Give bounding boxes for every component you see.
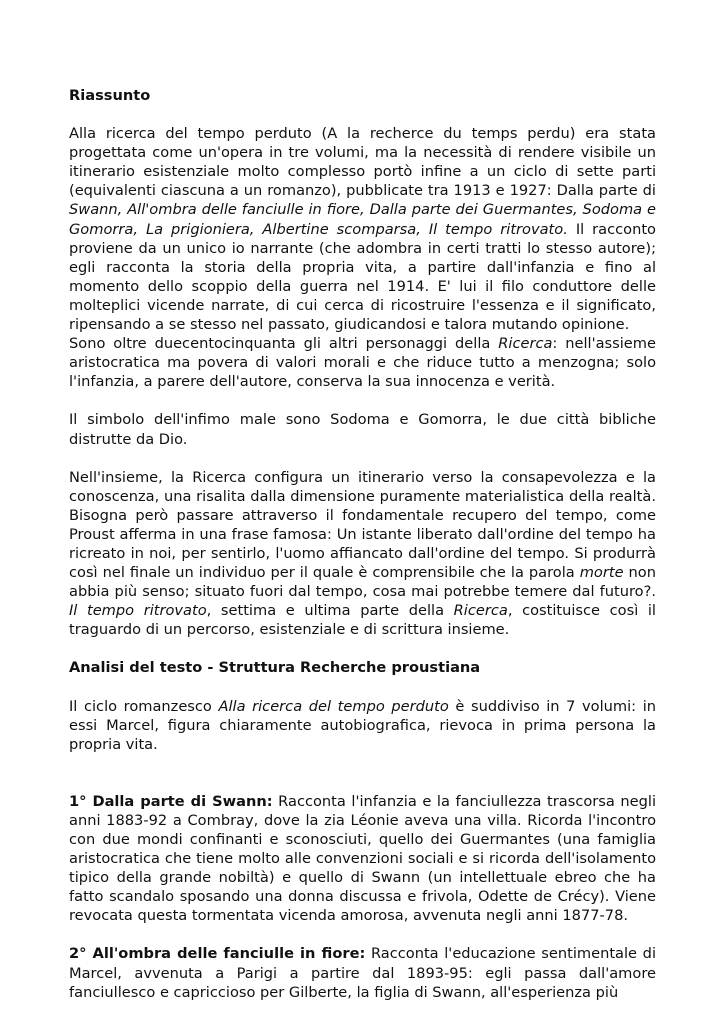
heading-riassunto: Riassunto: [69, 87, 151, 104]
paragraph-characters-text-2: : nell'assieme aristocratica ma povera di valori morali e che riduce tutto a menzogna; solo l'infanzia, a parere dell'autore, conserva la sua innocenza e verità.: [69, 335, 656, 391]
paragraph-ricerca-text-3: , settima e ultima parte della: [206, 602, 454, 620]
paragraph-ricerca-insieme: [69, 468, 656, 640]
paragraph-ricerca-text-4: , costituisce così il traguardo di un percorso, esistenziale e di scrittura insieme.: [69, 602, 656, 639]
paragraph-intro: [69, 124, 656, 334]
document-page: [69, 86, 656, 1002]
paragraph-ricerca-morte: morte: [579, 564, 624, 582]
paragraph-intro-text-2: Il racconto proviene da un unico io narrante (che adombra in certi tratti lo stesso autore); egli racconta la storia della propria vita, a partire dall'infanzia e fino al momento dello scoppio della guerra nel 1914. E' lui il filo conduttore delle molteplici vicende narrate, di cui cerca di ricostruire l'essenza e il significato, ripensando a se stesso nel passato, giudicandosi e talora mutando opinione.: [69, 220, 656, 334]
paragraph-ricerca-text-1: Nell'insieme, la Ricerca configura un itinerario verso la consapevolezza e la conoscenza, una risalita dalla dimensione puramente materialistica della realtà. Bisogna però passare attraverso il fondamentale recupero del tempo, come Proust afferma in una frase famosa: Un istante liberato dall'ordine del tempo ha ricreato in noi, per sentirlo, l'uomo affiancato dall'ordine del tempo. Si produrrà così nel finale un individuo per il quale è comprensibile che la parola: [69, 468, 656, 582]
paragraph-sodoma: Il simbolo dell'infimo male sono Sodoma e Gomorra, le due città bibliche distrutte da Dio.: [69, 411, 656, 448]
volume-1-title: 1° Dalla parte di Swann:: [69, 792, 273, 810]
paragraph-ciclo-text-2: è suddiviso in 7 volumi: in essi Marcel, figura chiaramente autobiografica, rievoca in prima persona la propria vita.: [69, 697, 656, 753]
paragraph-characters: [69, 334, 656, 391]
paragraph-characters-ricerca: Ricerca: [498, 335, 553, 353]
paragraph-intro-text-1: Alla ricerca del tempo perduto (A la recherce du temps perdu) era stata progettata come un'opera in tre volumi, ma la necessità di rendere visibile un itinerario esistenziale molto complesso portò infine a un ciclo di sette parti (equivalenti ciascuna a un romanzo), pubblicate tra 1913 e 1927: Dalla parte di: [69, 125, 656, 200]
paragraph-ricerca-ricerca: Ricerca: [453, 602, 508, 620]
paragraph-ricerca-text-2: non abbia più senso; situato fuori dal tempo, cosa mai potrebbe temere dal futuro?.: [69, 564, 656, 601]
paragraph-ricerca-tempo-ritrovato: Il tempo ritrovato: [69, 602, 207, 620]
volume-1-text: Racconta l'infanzia e la fanciullezza trascorsa negli anni 1883-92 a Combray, dove la zia Léonie aveva una villa. Ricorda l'incontro con due mondi confinanti e sconosciuti, quello dei Guermantes (una famiglia aristocratica che tiene molto alle convenzioni sociali e si ricorda dell'isolamento tipico della grande nobiltà) e quello di Swann (un intellettuale ebreo che ha fatto scandalo sposando una donna discussa e frivola, Odette de Crécy). Viene revocata questa tormentata vicenda amorosa, avvenuta negli anni 1877-78.: [69, 792, 656, 925]
paragraph-volume-2: [69, 944, 656, 1001]
paragraph-volume-1: [69, 792, 656, 926]
paragraph-ciclo: [69, 697, 656, 754]
paragraph-characters-text-1: Sono oltre duecentocinquanta gli altri personaggi della: [69, 335, 499, 353]
paragraph-ciclo-title: Alla ricerca del tempo perduto: [218, 697, 449, 715]
paragraph-ciclo-text-1: Il ciclo romanzesco: [69, 697, 219, 715]
volume-2-title: 2° All'ombra delle fanciulle in fiore:: [69, 945, 366, 963]
volume-2-text: Racconta l'educazione sentimentale di Marcel, avvenuta a Parigi a partire dal 1893-95: egli passa dall'amore fanciullesco e capriccioso per Gilberte, la figlia di Swann, all'esperienza più: [69, 945, 656, 1001]
heading-analisi: Analisi del testo - Struttura Recherche proustiana: [69, 659, 481, 677]
paragraph-intro-volume-titles: Swann, All'ombra delle fanciulle in fiore, Dalla parte dei Guermantes, Sodoma e Gomorra, La prigioniera, Albertine scomparsa, Il tempo ritrovato.: [69, 201, 656, 238]
